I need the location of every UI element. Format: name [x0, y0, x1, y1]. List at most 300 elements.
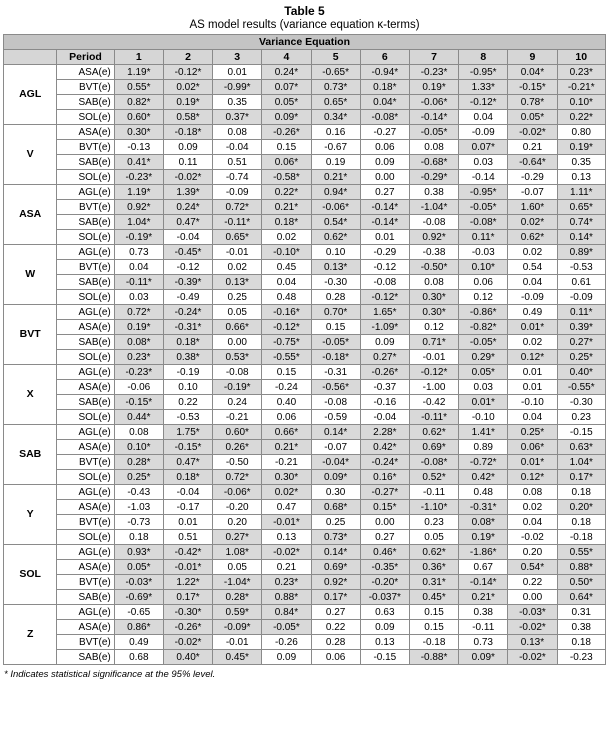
value-cell: 0.70*: [311, 305, 360, 320]
value-cell: -0.14*: [360, 215, 409, 230]
value-cell: -0.23*: [114, 365, 163, 380]
value-cell: -0.04: [213, 140, 262, 155]
value-cell: 0.17*: [557, 470, 605, 485]
value-cell: 0.49: [508, 305, 557, 320]
value-cell: 0.47*: [163, 455, 212, 470]
row-label: BVT(e): [57, 455, 114, 470]
value-cell: 0.27*: [557, 335, 605, 350]
table-row: [4, 125, 606, 140]
value-cell: 0.48: [459, 485, 508, 500]
value-cell: 0.64*: [557, 590, 605, 605]
value-cell: 0.38: [557, 620, 605, 635]
table-row: [4, 275, 606, 290]
value-cell: -0.09: [459, 125, 508, 140]
value-cell: 0.09: [262, 650, 311, 665]
table-row: [4, 485, 606, 500]
value-cell: 0.18: [114, 530, 163, 545]
value-cell: -0.53: [557, 260, 605, 275]
value-cell: 0.27*: [213, 530, 262, 545]
value-cell: -0.02: [508, 530, 557, 545]
table-row: [4, 605, 606, 620]
table-row: [4, 515, 606, 530]
row-label: AGL(e): [57, 305, 114, 320]
table-row: [4, 395, 606, 410]
row-label: AGL(e): [57, 545, 114, 560]
value-cell: 0.04: [508, 515, 557, 530]
value-cell: 0.36*: [409, 560, 458, 575]
value-cell: 0.78*: [508, 95, 557, 110]
value-cell: 0.20*: [557, 500, 605, 515]
value-cell: -0.42: [409, 395, 458, 410]
value-cell: -0.58*: [262, 170, 311, 185]
value-cell: -0.08: [311, 395, 360, 410]
value-cell: 0.27: [311, 605, 360, 620]
row-label: ASA(e): [57, 560, 114, 575]
value-cell: 0.08: [409, 140, 458, 155]
value-cell: -0.14*: [459, 575, 508, 590]
value-cell: -0.03*: [114, 575, 163, 590]
value-cell: 0.23: [409, 515, 458, 530]
value-cell: -0.11*: [213, 215, 262, 230]
value-cell: 0.25*: [557, 350, 605, 365]
value-cell: -0.10: [508, 395, 557, 410]
value-cell: 0.21*: [262, 200, 311, 215]
value-cell: 0.05: [213, 560, 262, 575]
value-cell: -0.26*: [262, 125, 311, 140]
table-row: [4, 545, 606, 560]
value-cell: 0.38: [409, 185, 458, 200]
value-cell: 0.62*: [409, 545, 458, 560]
value-cell: -0.37: [360, 380, 409, 395]
value-cell: 0.19*: [557, 140, 605, 155]
value-cell: 0.08: [114, 425, 163, 440]
value-cell: -0.21: [262, 455, 311, 470]
value-cell: -0.19*: [114, 230, 163, 245]
value-cell: 0.48: [262, 290, 311, 305]
value-cell: 0.05: [213, 305, 262, 320]
table-row: [4, 185, 606, 200]
value-cell: 0.89: [459, 440, 508, 455]
value-cell: -0.94*: [360, 65, 409, 80]
value-cell: 0.09: [163, 140, 212, 155]
row-label: SOL(e): [57, 470, 114, 485]
value-cell: 0.82*: [114, 95, 163, 110]
value-cell: 0.12: [459, 290, 508, 305]
value-cell: 0.18: [557, 635, 605, 650]
row-label: AGL(e): [57, 605, 114, 620]
value-cell: 0.40: [262, 395, 311, 410]
value-cell: 0.13*: [213, 275, 262, 290]
value-cell: 1.08*: [213, 545, 262, 560]
value-cell: -0.20: [213, 500, 262, 515]
group-label: W: [4, 245, 57, 305]
value-cell: -0.21*: [557, 80, 605, 95]
value-cell: -0.50: [213, 455, 262, 470]
value-cell: -0.04: [360, 410, 409, 425]
row-label: AGL(e): [57, 425, 114, 440]
value-cell: 0.45*: [213, 650, 262, 665]
row-label: SAB(e): [57, 275, 114, 290]
value-cell: -0.08*: [409, 455, 458, 470]
value-cell: 0.68*: [311, 500, 360, 515]
value-cell: 0.21*: [311, 170, 360, 185]
value-cell: -0.13: [114, 140, 163, 155]
value-cell: 0.93*: [114, 545, 163, 560]
value-cell: -0.24*: [360, 455, 409, 470]
value-cell: 0.13: [360, 635, 409, 650]
value-cell: -0.06*: [311, 200, 360, 215]
value-cell: 0.73: [114, 245, 163, 260]
value-cell: 0.94*: [311, 185, 360, 200]
value-cell: -0.23*: [409, 65, 458, 80]
value-cell: -0.53: [163, 410, 212, 425]
value-cell: -0.23*: [114, 170, 163, 185]
value-cell: 0.50*: [557, 575, 605, 590]
value-cell: 0.25: [311, 515, 360, 530]
row-label: ASA(e): [57, 380, 114, 395]
value-cell: 0.15: [409, 605, 458, 620]
table-row: [4, 575, 606, 590]
value-cell: 0.04: [114, 260, 163, 275]
value-cell: 0.54*: [508, 560, 557, 575]
value-cell: 0.30*: [409, 305, 458, 320]
value-cell: -0.08: [213, 365, 262, 380]
value-cell: -0.09: [508, 290, 557, 305]
value-cell: -0.67: [311, 140, 360, 155]
value-cell: -0.64*: [508, 155, 557, 170]
value-cell: 0.68: [114, 650, 163, 665]
value-cell: 0.02: [508, 335, 557, 350]
value-cell: -0.19: [163, 365, 212, 380]
value-cell: 0.10*: [557, 95, 605, 110]
column-header-6: 6: [360, 50, 409, 65]
value-cell: -0.43: [114, 485, 163, 500]
group-label: Y: [4, 485, 57, 545]
column-header-8: 8: [459, 50, 508, 65]
value-cell: 0.02: [508, 500, 557, 515]
value-cell: -0.05*: [459, 200, 508, 215]
table-row: [4, 170, 606, 185]
column-header-row: [4, 50, 606, 65]
value-cell: 0.04*: [360, 95, 409, 110]
value-cell: 0.22*: [262, 185, 311, 200]
value-cell: 0.18: [557, 515, 605, 530]
value-cell: -0.35*: [360, 560, 409, 575]
value-cell: 0.12: [409, 320, 458, 335]
value-cell: 0.55*: [114, 80, 163, 95]
value-cell: 0.19*: [114, 320, 163, 335]
value-cell: -0.05*: [459, 335, 508, 350]
value-cell: -0.11*: [114, 275, 163, 290]
value-cell: -0.75*: [262, 335, 311, 350]
value-cell: 0.19*: [163, 95, 212, 110]
value-cell: 0.28*: [114, 455, 163, 470]
row-label: SOL(e): [57, 410, 114, 425]
value-cell: 0.01: [213, 65, 262, 80]
blank-header-cell: [4, 50, 57, 65]
value-cell: 0.15: [409, 620, 458, 635]
value-cell: 0.30*: [262, 470, 311, 485]
value-cell: 0.06: [262, 410, 311, 425]
value-cell: -0.03*: [508, 605, 557, 620]
value-cell: 0.27*: [360, 350, 409, 365]
value-cell: 0.42*: [360, 440, 409, 455]
value-cell: 0.11*: [557, 305, 605, 320]
value-cell: -0.12*: [459, 95, 508, 110]
table-row: [4, 95, 606, 110]
value-cell: 0.69*: [409, 440, 458, 455]
value-cell: 0.47: [262, 500, 311, 515]
value-cell: 0.01: [508, 380, 557, 395]
value-cell: 0.14*: [311, 545, 360, 560]
value-cell: 0.20: [508, 545, 557, 560]
value-cell: -0.11: [459, 620, 508, 635]
value-cell: -0.07: [508, 185, 557, 200]
value-cell: -1.09*: [360, 320, 409, 335]
value-cell: 0.01*: [508, 320, 557, 335]
value-cell: 1.22*: [163, 575, 212, 590]
row-label: ASA(e): [57, 500, 114, 515]
value-cell: -0.24: [262, 380, 311, 395]
value-cell: -0.55*: [557, 380, 605, 395]
value-cell: 0.08: [409, 275, 458, 290]
row-label: ASA(e): [57, 440, 114, 455]
value-cell: 0.00: [213, 335, 262, 350]
value-cell: -0.01*: [262, 515, 311, 530]
value-cell: 1.04*: [557, 455, 605, 470]
value-cell: -0.08: [409, 215, 458, 230]
value-cell: 0.34*: [311, 110, 360, 125]
value-cell: 0.21*: [262, 440, 311, 455]
value-cell: -0.03: [459, 245, 508, 260]
row-label: SAB(e): [57, 590, 114, 605]
value-cell: 0.18*: [360, 80, 409, 95]
value-cell: -0.21: [213, 410, 262, 425]
value-cell: 0.65*: [311, 95, 360, 110]
table-row: [4, 320, 606, 335]
column-header-4: 4: [262, 50, 311, 65]
value-cell: -0.15: [360, 650, 409, 665]
footnote: * Indicates statistical significance at the 95% level.: [4, 669, 216, 680]
value-cell: 0.38*: [163, 350, 212, 365]
row-label: BVT(e): [57, 80, 114, 95]
value-cell: -0.05*: [311, 335, 360, 350]
value-cell: 0.08: [213, 125, 262, 140]
row-label: BVT(e): [57, 260, 114, 275]
value-cell: 0.73: [459, 635, 508, 650]
column-header-1: 1: [114, 50, 163, 65]
value-cell: 0.24: [213, 395, 262, 410]
value-cell: -0.02*: [508, 650, 557, 665]
value-cell: -0.17: [163, 500, 212, 515]
value-cell: 1.39*: [163, 185, 212, 200]
row-label: AGL(e): [57, 365, 114, 380]
value-cell: -0.12*: [163, 65, 212, 80]
value-cell: 0.84*: [262, 605, 311, 620]
value-cell: 0.25: [213, 290, 262, 305]
value-cell: -0.11*: [409, 410, 458, 425]
value-cell: 0.21: [508, 140, 557, 155]
row-label: ASA(e): [57, 125, 114, 140]
value-cell: 0.73*: [311, 80, 360, 95]
value-cell: 0.30: [311, 485, 360, 500]
value-cell: 0.30*: [409, 290, 458, 305]
value-cell: 0.15: [262, 365, 311, 380]
value-cell: 0.42*: [459, 470, 508, 485]
value-cell: 0.15: [311, 320, 360, 335]
value-cell: 0.72*: [114, 305, 163, 320]
value-cell: 0.19: [311, 155, 360, 170]
value-cell: 0.02: [508, 245, 557, 260]
table-row: [4, 230, 606, 245]
value-cell: 0.14*: [311, 425, 360, 440]
value-cell: 0.04: [459, 110, 508, 125]
value-cell: -0.30: [311, 275, 360, 290]
value-cell: -1.04*: [213, 575, 262, 590]
table-row: [4, 455, 606, 470]
value-cell: 0.59*: [213, 605, 262, 620]
value-cell: 0.66*: [262, 425, 311, 440]
value-cell: -0.01: [409, 350, 458, 365]
value-cell: 0.02: [213, 260, 262, 275]
value-cell: 0.03: [459, 380, 508, 395]
group-label: ASA: [4, 185, 57, 245]
value-cell: 0.22*: [557, 110, 605, 125]
table-row: [4, 410, 606, 425]
value-cell: -0.31*: [459, 500, 508, 515]
value-cell: -0.86*: [459, 305, 508, 320]
value-cell: -0.02*: [163, 170, 212, 185]
value-cell: -0.037*: [360, 590, 409, 605]
value-cell: -0.14: [459, 170, 508, 185]
value-cell: 0.10*: [114, 440, 163, 455]
value-cell: 0.06: [459, 275, 508, 290]
value-cell: 0.00: [360, 515, 409, 530]
value-cell: -0.42*: [163, 545, 212, 560]
value-cell: 0.13*: [508, 635, 557, 650]
value-cell: 0.38: [459, 605, 508, 620]
value-cell: 0.40*: [163, 650, 212, 665]
value-cell: 0.28: [311, 290, 360, 305]
value-cell: -0.65: [114, 605, 163, 620]
value-cell: -0.19*: [213, 380, 262, 395]
value-cell: 0.26*: [213, 440, 262, 455]
table-row: [4, 110, 606, 125]
value-cell: 0.01: [360, 230, 409, 245]
value-cell: 0.02*: [508, 215, 557, 230]
value-cell: 0.53*: [213, 350, 262, 365]
row-label: ASA(e): [57, 620, 114, 635]
value-cell: 0.49: [114, 635, 163, 650]
value-cell: 0.40*: [557, 365, 605, 380]
table-row: [4, 590, 606, 605]
value-cell: 0.02*: [163, 80, 212, 95]
value-cell: 0.31*: [409, 575, 458, 590]
value-cell: 0.04*: [508, 65, 557, 80]
value-cell: 0.01: [163, 515, 212, 530]
value-cell: -0.45*: [163, 245, 212, 260]
value-cell: 0.66*: [213, 320, 262, 335]
value-cell: -0.14*: [409, 110, 458, 125]
value-cell: -0.30*: [163, 605, 212, 620]
value-cell: 0.06*: [262, 155, 311, 170]
value-cell: 0.17*: [163, 590, 212, 605]
value-cell: -0.14*: [360, 200, 409, 215]
table-row: [4, 80, 606, 95]
table-row: [4, 200, 606, 215]
value-cell: -0.18: [557, 530, 605, 545]
value-cell: -0.01: [213, 635, 262, 650]
value-cell: 0.09: [360, 335, 409, 350]
value-cell: -0.27: [360, 125, 409, 140]
row-label: SAB(e): [57, 155, 114, 170]
value-cell: 0.47*: [163, 215, 212, 230]
value-cell: -0.06: [114, 380, 163, 395]
value-cell: 0.69*: [311, 560, 360, 575]
value-cell: -0.02*: [262, 545, 311, 560]
value-cell: 0.06: [360, 140, 409, 155]
value-cell: 1.60*: [508, 200, 557, 215]
table-row: [4, 500, 606, 515]
column-header-5: 5: [311, 50, 360, 65]
group-label: X: [4, 365, 57, 425]
value-cell: 0.72*: [213, 200, 262, 215]
row-label: AGL(e): [57, 245, 114, 260]
row-label: SOL(e): [57, 350, 114, 365]
value-cell: -0.65*: [311, 65, 360, 80]
value-cell: -0.06*: [213, 485, 262, 500]
table-row: [4, 245, 606, 260]
table-row: [4, 620, 606, 635]
value-cell: -0.95*: [459, 185, 508, 200]
value-cell: -0.15: [557, 425, 605, 440]
row-label: SAB(e): [57, 335, 114, 350]
value-cell: 0.01: [508, 365, 557, 380]
value-cell: -0.09*: [213, 620, 262, 635]
table-body: [4, 65, 606, 665]
value-cell: 0.62*: [311, 230, 360, 245]
value-cell: 0.04: [262, 275, 311, 290]
value-cell: -0.72*: [459, 455, 508, 470]
value-cell: 1.75*: [163, 425, 212, 440]
value-cell: 0.08: [508, 485, 557, 500]
value-cell: 0.29*: [459, 350, 508, 365]
value-cell: 0.01*: [459, 395, 508, 410]
value-cell: 1.04*: [114, 215, 163, 230]
value-cell: 0.23*: [114, 350, 163, 365]
value-cell: -0.04*: [311, 455, 360, 470]
value-cell: -0.18*: [311, 350, 360, 365]
value-cell: -0.29: [508, 170, 557, 185]
value-cell: -0.99*: [213, 80, 262, 95]
value-cell: 0.55*: [557, 545, 605, 560]
value-cell: 0.05*: [114, 560, 163, 575]
value-cell: 1.41*: [459, 425, 508, 440]
value-cell: -0.08: [360, 275, 409, 290]
value-cell: -0.05*: [409, 125, 458, 140]
table-title: Table 5: [284, 4, 325, 18]
value-cell: -0.09: [557, 290, 605, 305]
value-cell: -0.26*: [163, 620, 212, 635]
value-cell: 0.88*: [262, 590, 311, 605]
value-cell: 0.74*: [557, 215, 605, 230]
value-cell: -0.18*: [163, 125, 212, 140]
table-row: [4, 350, 606, 365]
value-cell: 0.05: [409, 530, 458, 545]
value-cell: 0.65*: [213, 230, 262, 245]
row-label: BVT(e): [57, 575, 114, 590]
value-cell: 0.65*: [557, 200, 605, 215]
